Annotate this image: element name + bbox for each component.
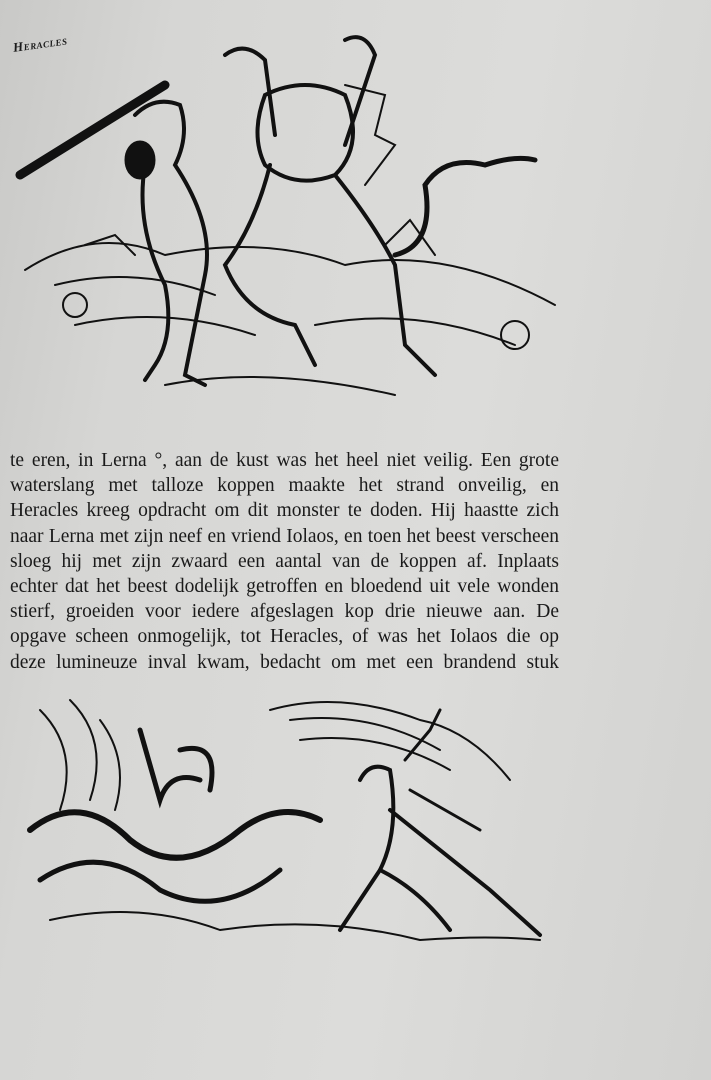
body-text: [10, 448, 559, 675]
lion-fight-illustration: [15, 25, 560, 420]
text-line: echter dat het beest dodelijk getroffen en bloedend uit vele wonden: [10, 576, 559, 598]
text-line: sloeg hij met zijn zwaard een aantal van de koppen af. Inplaats: [10, 550, 559, 572]
text-line: waterslang met talloze koppen maakte het strand onveilig, en: [10, 475, 559, 497]
text-line: stierf, groeiden voor iedere afgeslagen kop drie nieuwe aan. De: [10, 601, 559, 623]
hydra-fight-illustration: [20, 690, 550, 970]
text-line: opgave scheen onmogelijk, tot Heracles, of was het Iolaos die op: [10, 626, 559, 648]
text-line: naar Lerna met zijn neef en vriend Iolaos, en toen het beest verscheen: [10, 525, 559, 547]
text-line: te eren, in Lerna °, aan de kust was het heel niet veilig. Een grote: [10, 450, 559, 471]
text-line: deze lumineuze inval kwam, bedacht om met een brandend stuk: [10, 651, 559, 673]
running-header: Heracles: [12, 32, 69, 55]
text-line: Heracles kreeg opdracht om dit monster te doden. Hij haastte zich: [10, 500, 559, 522]
